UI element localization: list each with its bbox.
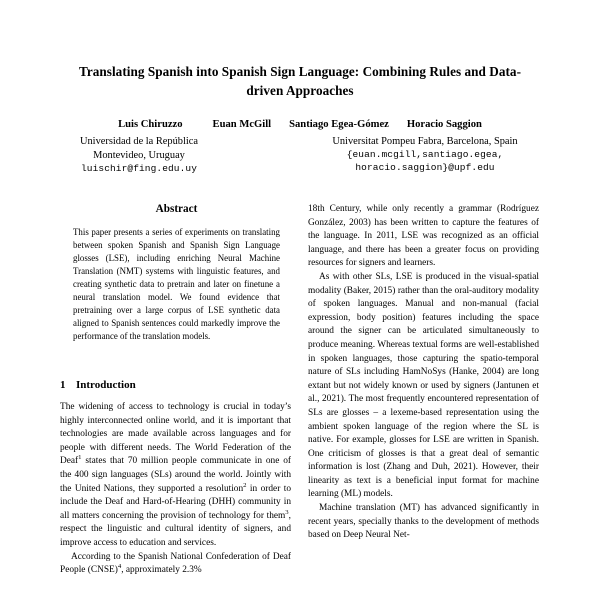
section-title: Introduction xyxy=(76,379,136,391)
affiliation-city: Montevideo, Uruguay xyxy=(93,149,185,161)
footnote-marker: 1 xyxy=(78,454,82,462)
section-number: 1 xyxy=(60,379,66,391)
page-title: Translating Spanish into Spanish Sign Language: Combining Rules and Data-driven Approaches xyxy=(78,64,522,98)
body-column-left xyxy=(60,377,291,578)
paragraph: Machine translation (MT) has advanced significantly in recent years, specially thanks to the development of methods based on Deep Neural Net- xyxy=(308,503,539,541)
footnote-marker: 2 xyxy=(243,481,247,489)
author-name: Euan McGill xyxy=(212,119,272,131)
paragraph: As with other SLs, LSE is produced in the visual-spatial modality (Baker, 2015) rather than the oral-auditory modality of spoken languages. Manual and non-manual (facial expression, body position) features including the space around the signer can be articulated simultaneously to produce meaning. Whereas textual forms are well-established in spoken languages, those capturing the spatio-temporal nature of SLs including HamNoSys (Hanke, 2004) are long extant but not widely known or used by signers (Jantunen et al., 2021). The most frequently encountered representation of SLs are glosses – a lexeme-based representation using the ambient spoken language of the region where the SL is native. For example, glosses for LSE are written in Spanish. One criticism of glosses is that a great deal of semantic information is lost (Zhang and Duh, 2021). However, their linearity as text is a beneficial input format for machine learning (ML) models. xyxy=(308,271,539,500)
author-name: Santiago Egea-Gómez xyxy=(289,119,389,131)
abstract-body: This paper presents a series of experiments on translating between spoken Spanish and Spanish Sign Language glosses (LSE), including enriching Neural Machine Translation (NMT) systems with linguistic features, and creating synthetic data to pretrain and later on finetune a neural translation model. We found evidence that pretraining over a large corpus of LSE synthetic data aligned to Spanish sentences could markedly improve the performance of the translation models. xyxy=(73,227,280,341)
section-heading-introduction xyxy=(60,377,291,393)
affiliation-right xyxy=(280,135,570,174)
author-names-row xyxy=(30,118,570,132)
affiliation-institution: Universitat Pompeu Fabra, Barcelona, Spain xyxy=(332,136,518,148)
paragraph-text: The widening of access to technology is crucial in today’s highly interconnected online world, and it is important that technologies are made available across languages and for people with different needs. The World Federation of the Deaf xyxy=(60,402,291,467)
paragraph-text: , respect the linguistic and cultural identity of signers, and improve access to education and services. xyxy=(60,510,291,548)
footnote-marker: 4 xyxy=(117,563,122,571)
affiliation-institution: Universidad de la República xyxy=(79,136,198,148)
paragraph-text: in order to include the Deaf and Hard-of-Hearing (DHH) community in all matters concerning the provision of technology for them xyxy=(60,483,291,521)
author-email-line2: horacio.saggion}@upf.edu xyxy=(355,161,495,173)
author-email: luischir@fing.edu.uy xyxy=(80,162,198,174)
author-name: Horacio Saggion xyxy=(406,119,482,131)
body-column-right xyxy=(308,203,539,543)
paragraph-text: According to the Spanish National Confederation of Deaf People (CNSE) xyxy=(60,551,291,576)
affiliations-row xyxy=(30,135,570,175)
author-email-line1: {euan.mcgill,santiago.egea, xyxy=(346,148,504,160)
paragraph-text: , approximately 2.3% xyxy=(121,565,202,576)
paragraph xyxy=(60,551,291,578)
footnote-marker: 3 xyxy=(285,508,289,516)
authors-block xyxy=(0,118,600,175)
paragraph: 18th Century, while only recently a grammar (Rodríguez González, 2003) has been written to capture the features of the language. In 2011, LSE was recognized as an official language, and there has been a greater focus on providing resources for signers and learners. xyxy=(308,204,539,269)
abstract-heading: Abstract xyxy=(155,203,198,215)
title-block xyxy=(0,0,600,100)
author-name: Luis Chiruzzo xyxy=(118,119,183,131)
affiliation-left xyxy=(30,135,248,175)
abstract-section xyxy=(62,203,291,343)
paragraph-text: states that 70 million people communicate in one of the 400 sign languages (SLs) around the world. Jointly with the United Nations, they supported a resolution xyxy=(60,456,291,494)
paragraph xyxy=(60,401,291,551)
